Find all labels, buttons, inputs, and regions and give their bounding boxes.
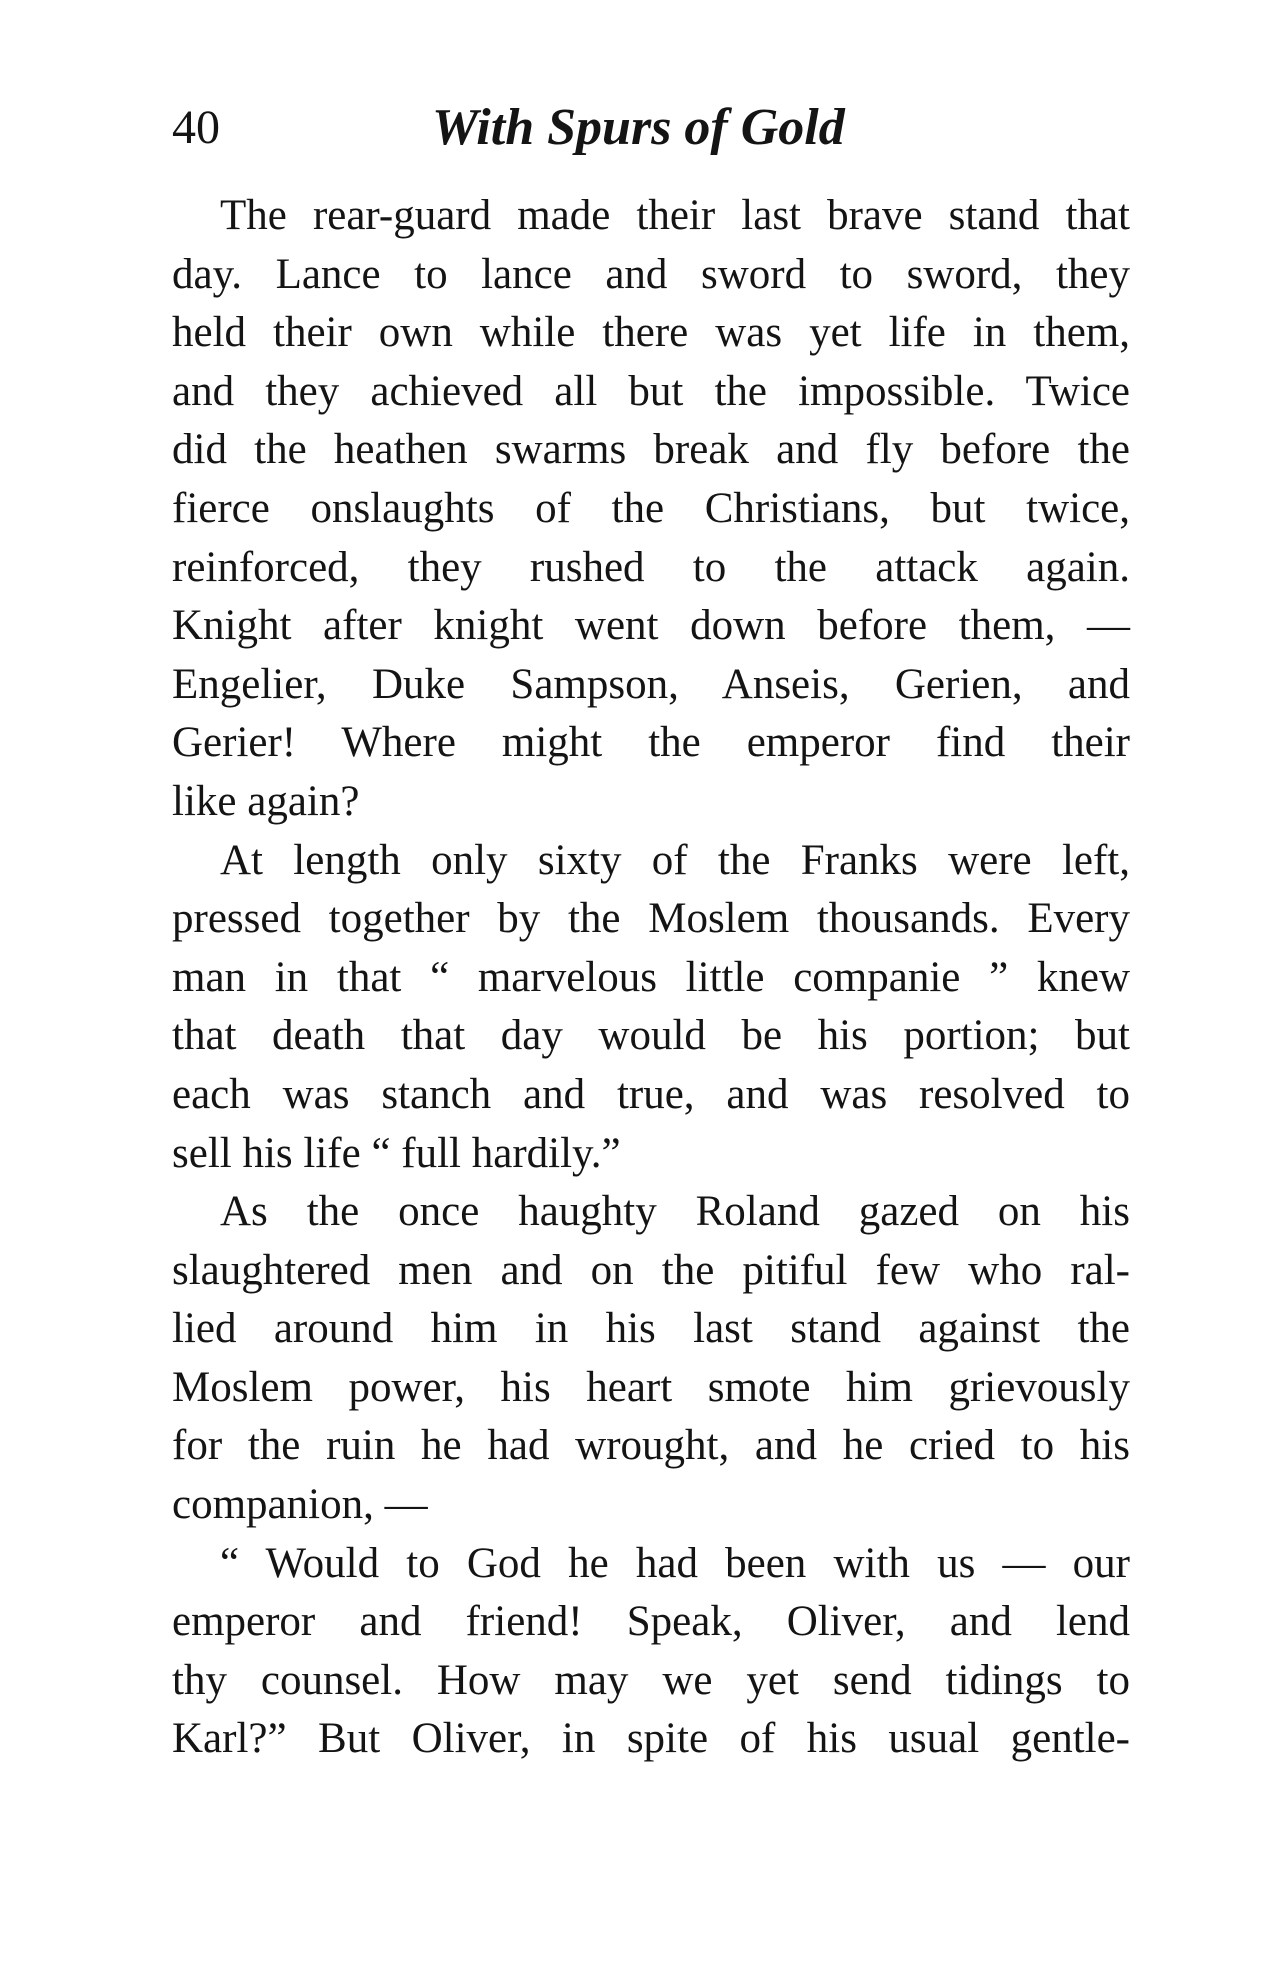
page-number: 40 [172,101,220,154]
text-line: for the ruin he had wrought, and he cried to his [172,1422,1130,1470]
text-line: Knight after knight went down before them, — [172,602,1130,650]
text-line: and they achieved all but the impossible. Twice [172,367,1130,415]
paragraph-4 [172,1535,1130,1769]
text-line: did the heathen swarms break and fly before the [172,426,1130,474]
text-line: reinforced, they rushed to the attack again. [172,543,1130,591]
text-line: man in that “ marvelous little companie ” knew [172,953,1130,1001]
text-line: pressed together by the Moslem thousands. Every [172,895,1130,943]
text-line: “ Would to God he had been with us — our [220,1539,1130,1587]
text-line: sell his life “ full hardily.” [172,1129,621,1177]
text-line: As the once haughty Roland gazed on his [220,1188,1130,1236]
text-line: held their own while there was yet life in them, [172,309,1130,357]
text-line: Moslem power, his heart smote him grievously [172,1363,1130,1411]
text-line: fierce onslaughts of the Christians, but twice, [172,484,1130,532]
text-line: The rear-guard made their last brave stand that [220,192,1130,239]
text-line: slaughtered men and on the pitiful few who ral- [172,1246,1130,1294]
text-line: emperor and friend! Speak, Oliver, and lend [172,1598,1130,1646]
text-line: Engelier, Duke Sampson, Anseis, Gerien, and [172,660,1130,708]
paragraph-3 [172,1183,1130,1535]
text-line: companion, — [172,1481,428,1529]
text-line: Karl?” But Oliver, in spite of his usual gentle- [172,1715,1130,1763]
text-line: At length only sixty of the Franks were left, [220,836,1130,884]
text-line: like again? [172,777,360,825]
running-title: With Spurs of Gold [432,99,845,156]
text-line: day. Lance to lance and sword to sword, they [172,250,1130,298]
text-line: thy counsel. How may we yet send tidings to [172,1656,1130,1704]
paragraph-1 [172,187,1130,832]
body-text [172,187,1130,1769]
paragraph-2 [172,832,1130,1184]
text-line: each was stanch and true, and was resolved to [172,1070,1130,1118]
text-line: lied around him in his last stand against the [172,1305,1130,1353]
text-line: that death that day would be his portion; but [172,1012,1130,1060]
text-line: Gerier! Where might the emperor find their [172,719,1130,767]
